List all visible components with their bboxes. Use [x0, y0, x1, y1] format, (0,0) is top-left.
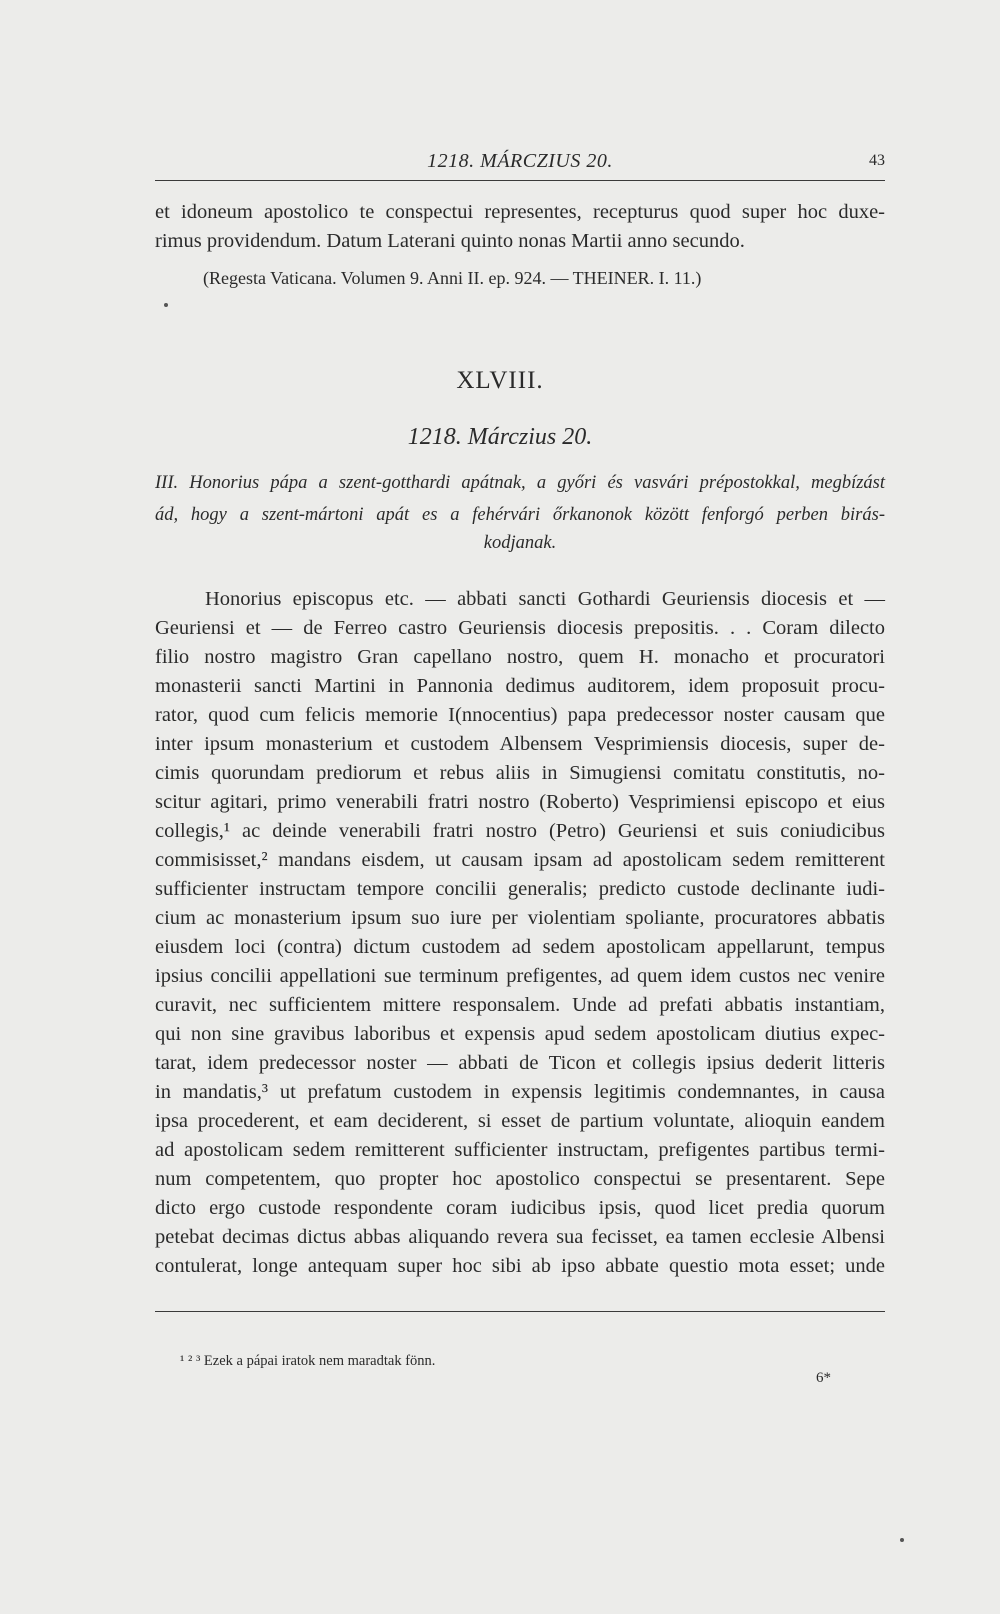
body-line: ipsius concilii appellationi sue terminum prefigentes, ad quem idem custos nec venire [155, 965, 885, 987]
header-rule [155, 180, 885, 181]
ink-speck [900, 1538, 904, 1542]
text-line: et idoneum apostolico te conspectui representes, recepturus quod super hoc duxe- [155, 201, 885, 223]
body-line: contulerat, longe antequam super hoc sibi ab ipso abbate questio mota esset; unde [155, 1255, 885, 1277]
body-line: rator, quod cum felicis memorie I(nnocentius) papa predecessor noster causam que [155, 704, 885, 726]
body-line: qui non sine gravibus laboribus et expensis apud sedem apostolicam diutius expec- [155, 1023, 885, 1045]
body-line: curavit, nec sufficientem mittere responsalem. Unde ad prefati abbatis instantiam, [155, 994, 885, 1016]
body-line: ad apostolicam sedem remitterent sufficienter instructam, prefigentes partibus termi- [155, 1139, 885, 1161]
document-number: XLVIII. [456, 367, 544, 394]
body-line: in mandatis,³ ut prefatum custodem in expensis legitimis condemnantes, in causa [155, 1081, 885, 1103]
document-date: 1218. Márczius 20. [407, 424, 593, 450]
body-line: scitur agitari, primo venerabili fratri nostro (Roberto) Vesprimiensi episcopo et eius [155, 791, 885, 813]
footnote-rule [155, 1311, 885, 1312]
summary-line: ád, hogy a szent-mártoni apát es a fehérvári őrkanonok között fenforgó perben birás- [155, 505, 885, 525]
body-line: num competentem, quo propter hoc apostolico conspectui se presentarent. Sepe [155, 1168, 885, 1190]
body-line: ipsa procederent, et eam deciderent, si esset de partium voluntate, alioquin eandem [155, 1110, 885, 1132]
running-head-title: 1218. MÁRCZIUS 20. [427, 150, 613, 172]
body-line: filio nostro magistro Gran capellano nostro, quem H. monacho et procuratori [155, 646, 885, 668]
footnote: ¹ ² ³ Ezek a pápai iratok nem maradtak fönn. [180, 1353, 436, 1369]
body-line: petebat decimas dictus abbas aliquando revera sua fecisset, ea tamen ecclesie Albensi [155, 1226, 885, 1248]
page-number: 43 [869, 152, 885, 169]
body-line: monasterii sancti Martini in Pannonia dedimus auditorem, idem proposuit procu- [155, 675, 885, 697]
body-line: cimis quorundam prediorum et rebus aliis in Simugiensi comitatu constitutis, no- [155, 762, 885, 784]
signature-mark: 6* [816, 1370, 831, 1386]
regesta-citation: (Regesta Vaticana. Volumen 9. Anni II. ep. 924. — THEINER. I. 11.) [203, 268, 702, 288]
body-line: eiusdem loci (contra) dictum custodem ad sedem apostolicam appellarunt, tempus [155, 936, 885, 958]
body-line: dicto ergo custode respondente coram iudicibus ipsis, quod licet predia quorum [155, 1197, 885, 1219]
ink-speck [164, 303, 168, 307]
body-line: inter ipsum monasterium et custodem Albensem Vesprimiensis diocesis, super de- [155, 733, 885, 755]
body-line: commisisset,² mandans eisdem, ut causam ipsam ad apostolicam sedem remitterent [155, 849, 885, 871]
summary-line: kodjanak. [483, 533, 557, 553]
body-line: cium ac monasterium ipsum suo iure per violentiam spoliante, procuratores abbatis [155, 907, 885, 929]
running-head [155, 150, 885, 176]
text-line: rimus providendum. Datum Laterani quinto nonas Martii anno secundo. [155, 230, 745, 252]
body-line: sufficienter instructam tempore concilii generalis; predicto custode declinante iudi- [155, 878, 885, 900]
summary-line: III. Honorius pápa a szent-gotthardi apátnak, a győri és vasvári prépostokkal, megbízást [155, 473, 885, 493]
body-line: collegis,¹ ac deinde venerabili fratri nostro (Petro) Geuriensi et suis coniudicibus [155, 820, 885, 842]
body-line: Geuriensi et — de Ferreo castro Geuriensis diocesis prepositis. . . Coram dilecto [155, 617, 885, 639]
body-line: Honorius episcopus etc. — abbati sancti Gothardi Geuriensis diocesis et — [205, 588, 885, 610]
body-line: tarat, idem predecessor noster — abbati de Ticon et collegis ipsius dederit litteris [155, 1052, 885, 1074]
